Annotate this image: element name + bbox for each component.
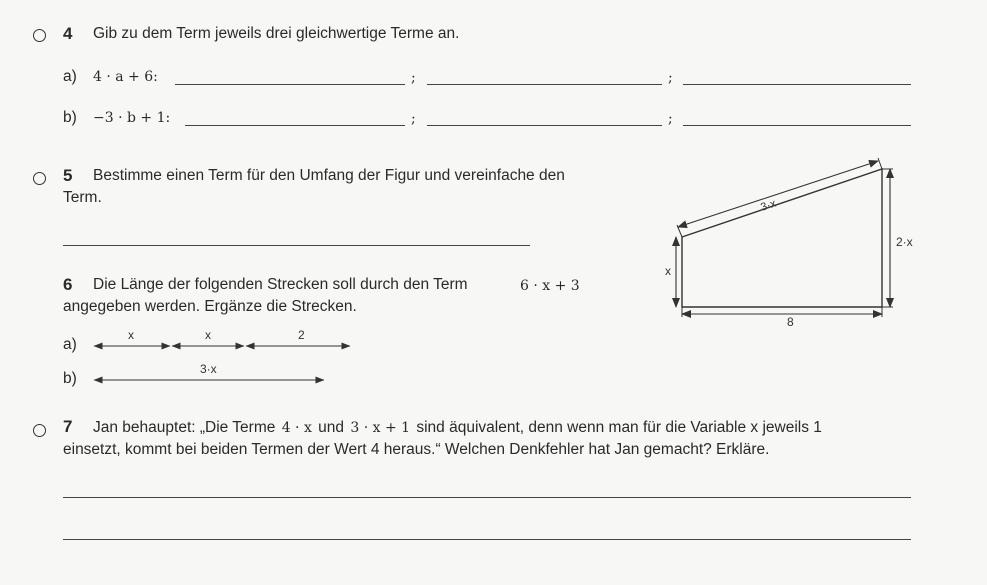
task6-term: 6 · x + 3 xyxy=(520,278,580,294)
task7-line1-pre: Jan behauptet: „Die Terme xyxy=(93,419,276,436)
dim-top-label: 3·x xyxy=(759,197,778,214)
task4-checkbox[interactable] xyxy=(33,29,46,42)
dim-right-label: 2·x xyxy=(896,235,913,249)
task4b-answer-line-2[interactable] xyxy=(427,125,662,126)
task6-instruction-line2: angegeben werden. Ergänze die Strecken. xyxy=(63,298,357,315)
task4a-answer-line-1[interactable] xyxy=(175,84,405,85)
task7-answer-line-2[interactable] xyxy=(63,539,911,540)
task4a-separator-2: ; xyxy=(668,70,673,86)
task6-instruction-line1: Die Länge der folgenden Strecken soll durch den Term xyxy=(93,276,468,293)
task4b-separator-1: ; xyxy=(411,111,416,127)
dim-left-label: x xyxy=(665,264,671,278)
task7-term1: 4 · x xyxy=(281,420,312,436)
task7-and: und xyxy=(318,419,345,436)
task6a-segment-2-label: x xyxy=(205,328,211,342)
task6b-segment-1-label: 3·x xyxy=(200,362,217,376)
task6a-segments xyxy=(88,327,358,353)
task5-checkbox[interactable] xyxy=(33,172,46,185)
task4-instruction: Gib zu dem Term jeweils drei gleichwertige Terme an. xyxy=(93,25,460,42)
task4a-answer-line-2[interactable] xyxy=(427,84,662,85)
task4b-term: −3 · b + 1: xyxy=(93,110,171,126)
task4-number: 4 xyxy=(63,24,73,43)
task7-answer-line-1[interactable] xyxy=(63,497,911,498)
task4a-separator-1: ; xyxy=(411,70,416,86)
task7-line1 xyxy=(93,419,822,437)
task4a-term: 4 · a + 6: xyxy=(93,69,158,85)
task7-checkbox[interactable] xyxy=(33,424,46,437)
task7-term2: 3 · x + 1 xyxy=(350,420,411,436)
task6b-segments xyxy=(88,361,338,387)
task6-number: 6 xyxy=(63,275,73,294)
dim-bottom-label: 8 xyxy=(787,315,794,329)
task4b-answer-line-3[interactable] xyxy=(683,125,911,126)
task4b-separator-2: ; xyxy=(668,111,673,127)
task7-line2: einsetzt, kommt bei beiden Termen der Wert 4 heraus.“ Welchen Denkfehler hat Jan gemacht? Erkläre. xyxy=(63,441,770,458)
task7-number: 7 xyxy=(63,417,73,436)
task4a-label: a) xyxy=(63,68,77,85)
task6b-label: b) xyxy=(63,370,77,387)
task5-answer-line[interactable] xyxy=(63,245,530,246)
task5-instruction-line2: Term. xyxy=(63,189,102,206)
task4b-label: b) xyxy=(63,109,77,126)
task7-line1-post: sind äquivalent, denn wenn man für die Variable x jeweils 1 xyxy=(416,419,822,436)
trapezoid-figure xyxy=(660,155,920,330)
dim-top-arrow xyxy=(678,161,878,227)
task6a-segment-3-label: 2 xyxy=(298,328,305,342)
task6a-segment-1-label: x xyxy=(128,328,134,342)
task5-instruction-line1: Bestimme einen Term für den Umfang der Figur und vereinfache den xyxy=(93,167,565,184)
task6a-label: a) xyxy=(63,336,77,353)
trapezoid-shape xyxy=(682,169,882,307)
task5-number: 5 xyxy=(63,166,73,185)
task4a-answer-line-3[interactable] xyxy=(683,84,911,85)
task4b-answer-line-1[interactable] xyxy=(185,125,405,126)
